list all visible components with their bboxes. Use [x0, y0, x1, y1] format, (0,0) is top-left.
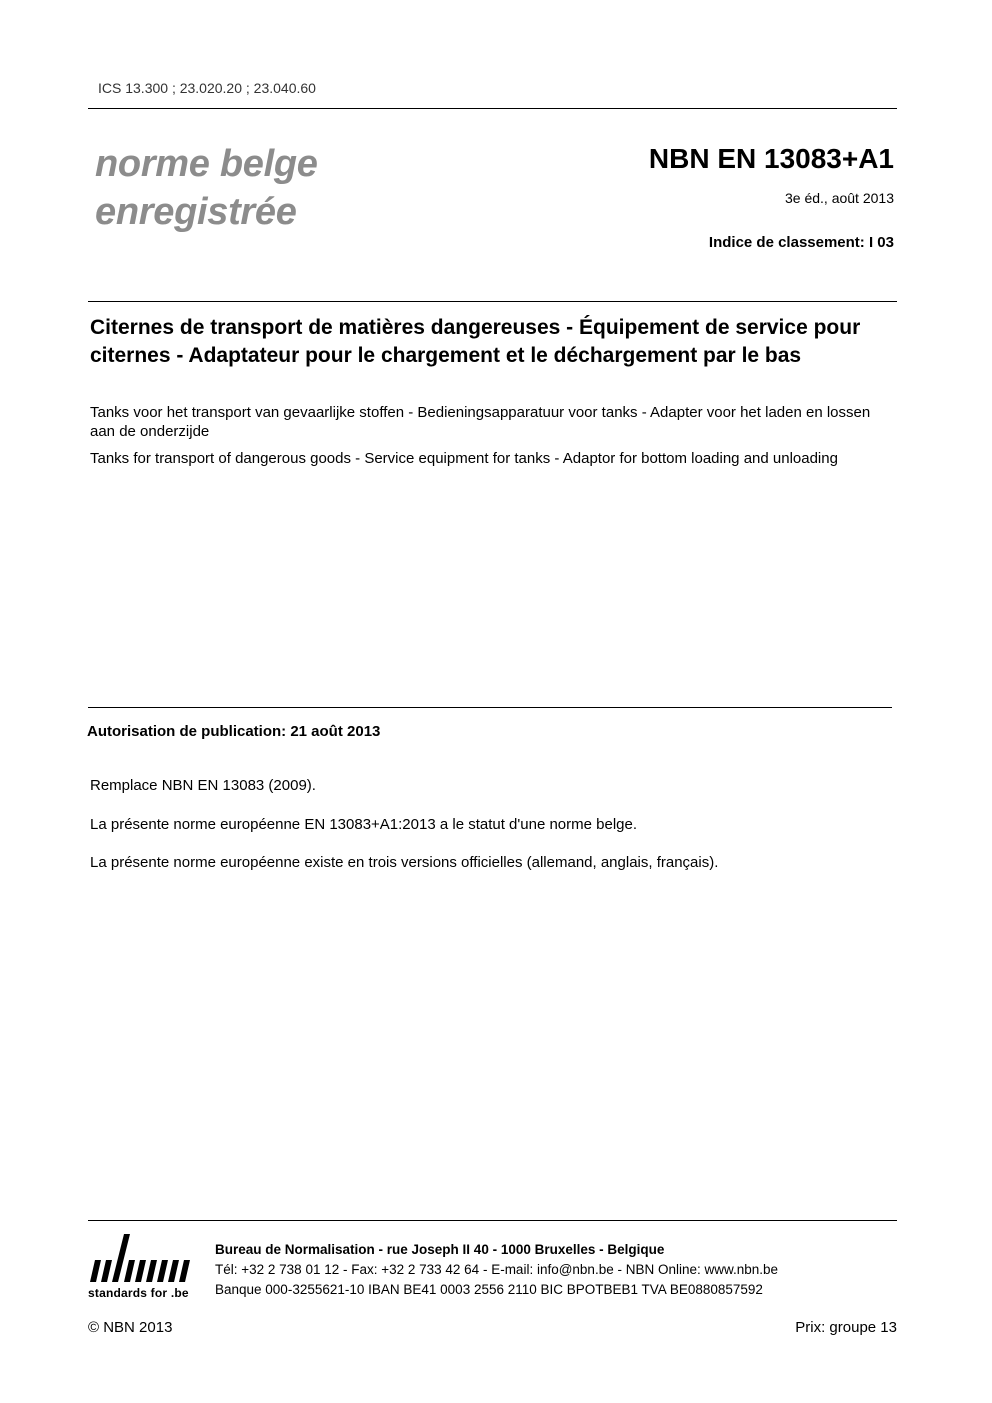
price-group: Prix: groupe 13 [795, 1319, 897, 1336]
title-english: Tanks for transport of dangerous goods - Service equipment for tanks - Adaptor for bottom loading and unloading [90, 450, 838, 467]
nbn-logo-icon [88, 1232, 200, 1284]
title-french: Citernes de transport de matières dangereuses - Équipement de service pour citernes - Adaptateur pour le chargement et le déchargement par le bas [90, 316, 861, 367]
nbn-logo [88, 1232, 200, 1304]
footer-divider [88, 1220, 897, 1221]
ics-codes: ICS 13.300 ; 23.020.20 ; 23.040.60 [98, 80, 316, 96]
publication-authorisation: Autorisation de publication: 21 août 2013 [87, 723, 381, 740]
header-divider [88, 108, 897, 109]
versions-note: La présente norme européenne existe en trois versions officielles (allemand, anglais, français). [90, 854, 719, 871]
footer-bank: Banque 000-3255621-10 IBAN BE41 0003 2556 2110 BIC BPOTBEB1 TVA BE0880857592 [215, 1282, 763, 1297]
statut-note: La présente norme européenne EN 13083+A1:2013 a le statut d'une norme belge. [90, 816, 638, 833]
remplace-note: Remplace NBN EN 13083 (2009). [90, 777, 316, 794]
copyright: © NBN 2013 [88, 1319, 173, 1336]
footer-address: Bureau de Normalisation - rue Joseph II 40 - 1000 Bruxelles - Belgique [215, 1242, 665, 1257]
title-divider-bottom [88, 707, 892, 708]
norme-line-2: enregistrée [95, 191, 297, 233]
edition: 3e éd., août 2013 [785, 190, 894, 206]
title-dutch: Tanks voor het transport van gevaarlijke stoffen - Bedieningsapparatuur voor tanks - Adapter voor het laden en lossen aan de onderzijde [90, 404, 871, 440]
title-divider-top [88, 301, 897, 302]
norme-type-label [95, 140, 318, 236]
footer-contact: Tél: +32 2 738 01 12 - Fax: +32 2 733 42 64 - E-mail: info@nbn.be - NBN Online: www.nbn.be [215, 1262, 779, 1277]
classement-index: Indice de classement: I 03 [708, 234, 894, 251]
norme-line-1: norme belge [95, 143, 318, 185]
logo-caption: standards for .be [88, 1286, 189, 1300]
standard-number: NBN EN 13083+A1 [648, 143, 894, 174]
